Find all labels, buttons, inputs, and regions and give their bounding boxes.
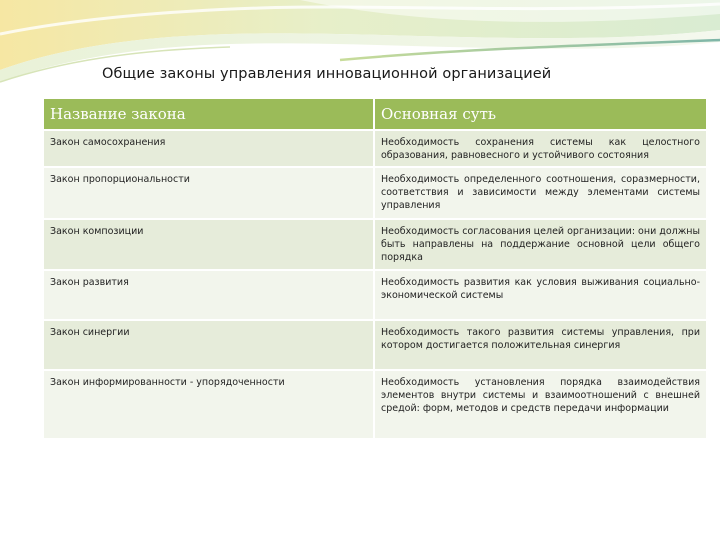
table-row [44, 370, 706, 438]
column-header-essence: Основная суть [374, 99, 706, 130]
law-name-cell: Закон пропорциональности [44, 167, 374, 219]
law-name-cell: Закон синергии [44, 320, 374, 370]
law-essence-cell: Необходимость развития как условия выживания социально-экономической системы [374, 270, 706, 320]
law-name-cell: Закон самосохранения [44, 130, 374, 167]
law-essence-cell: Необходимость согласования целей организации: они должны быть направлены на поддержание основной цели общего порядка [374, 219, 706, 269]
table-header-row [44, 99, 706, 130]
table-row [44, 270, 706, 320]
table-row [44, 167, 706, 219]
law-essence-cell: Необходимость установления порядка взаимодействия элементов внутри системы и взаимоотношений с внешней средой: форм, методов и средств передачи информации [374, 370, 706, 438]
law-essence-cell: Необходимость сохранения системы как целостного образования, равновесного и устойчивого состояния [374, 130, 706, 167]
laws-table [44, 99, 706, 438]
law-name-cell: Закон развития [44, 270, 374, 320]
table-row [44, 130, 706, 167]
table-row [44, 219, 706, 269]
page-title: Общие законы управления инновационной организацией [102, 66, 552, 82]
law-name-cell: Закон информированности - упорядоченности [44, 370, 374, 438]
law-name-cell: Закон композиции [44, 219, 374, 269]
law-essence-cell: Необходимость такого развития системы управления, при котором достигается положительная синергия [374, 320, 706, 370]
law-essence-cell: Необходимость определенного соотношения, соразмерности, соответствия и зависимости между элементами системы управления [374, 167, 706, 219]
table-row [44, 320, 706, 370]
column-header-law-name: Название закона [44, 99, 374, 130]
